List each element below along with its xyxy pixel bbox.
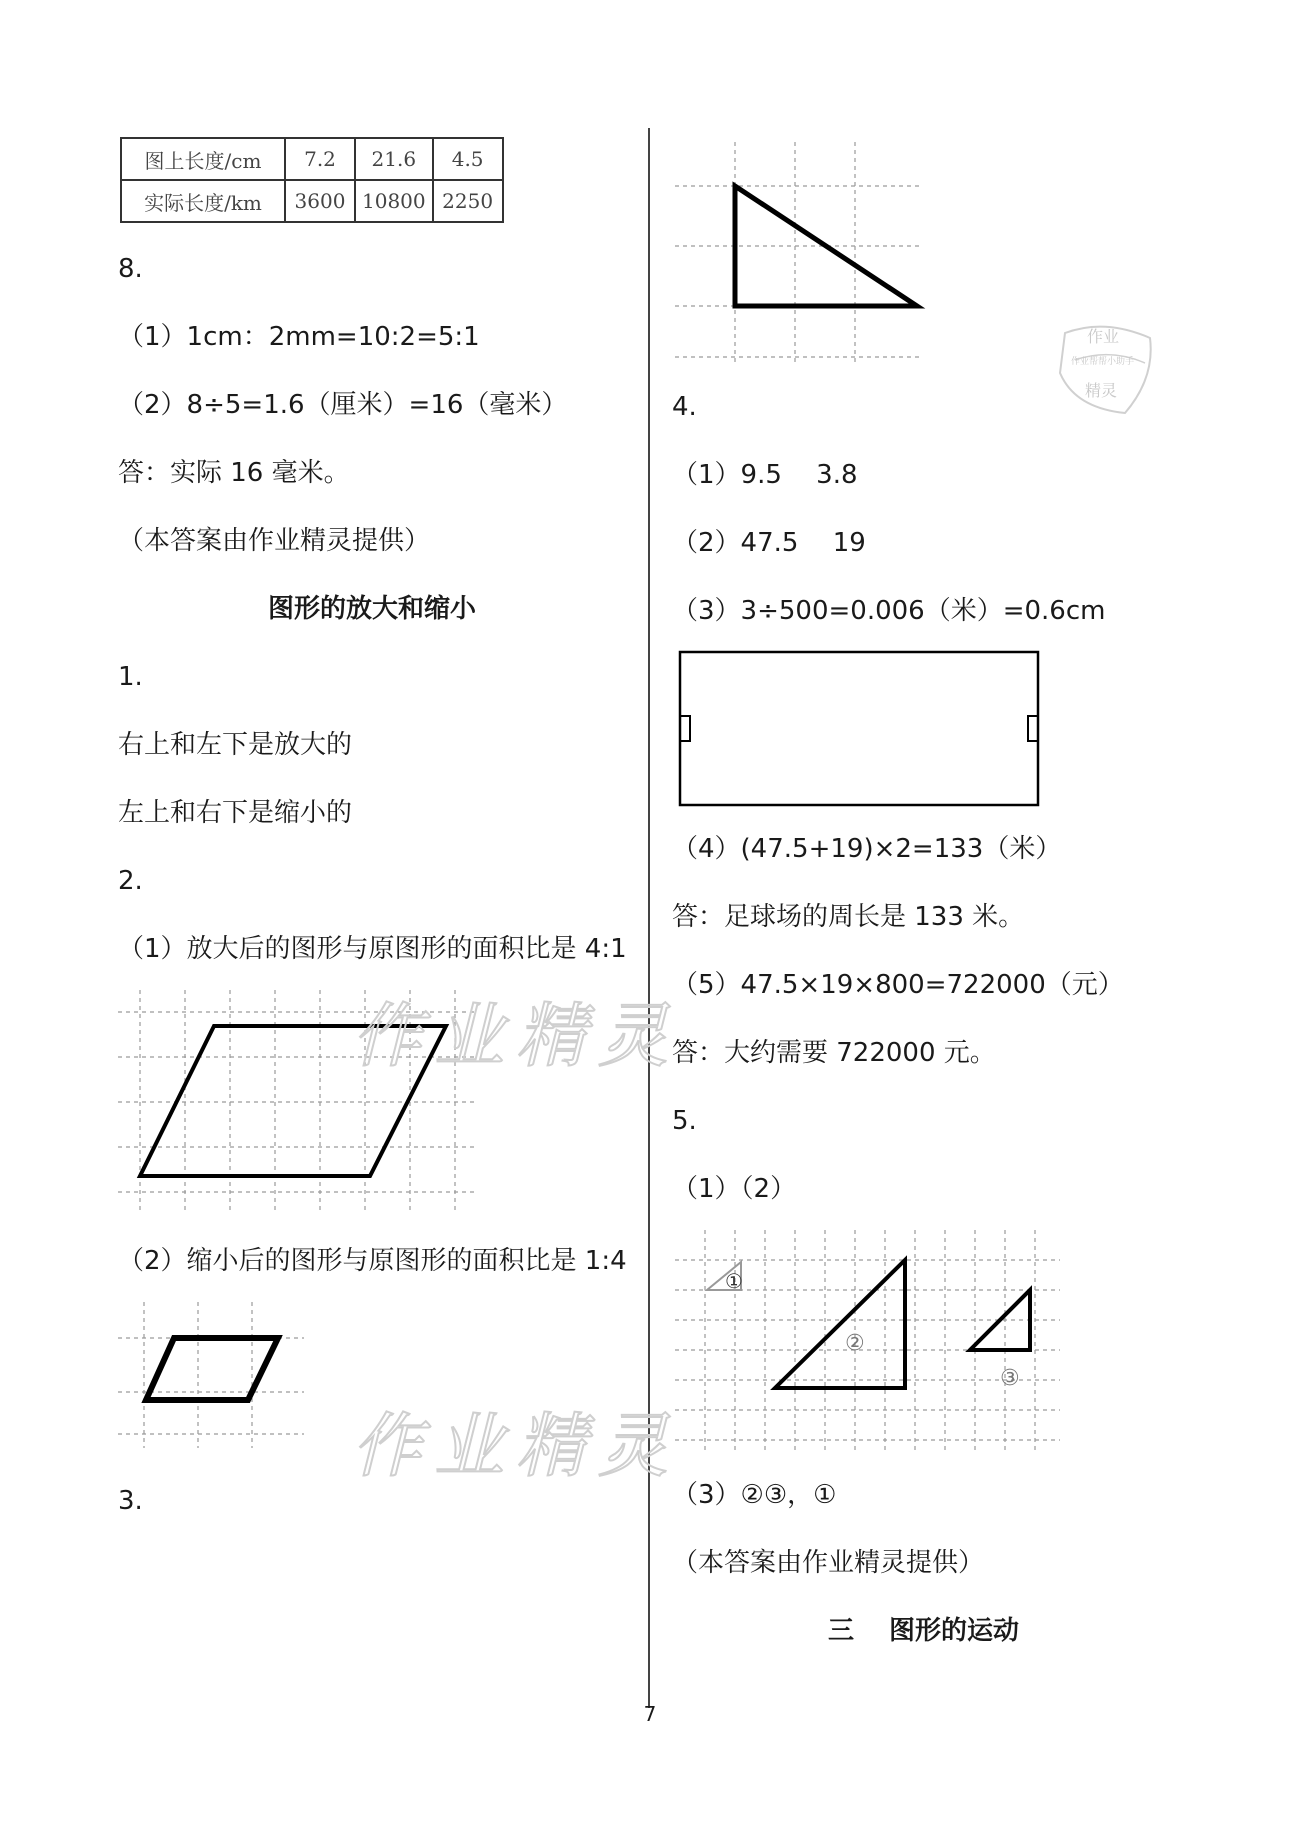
answer-1-b: 左上和右下是缩小的 bbox=[118, 798, 353, 828]
table-cell: 21.6 bbox=[355, 138, 433, 180]
goal-right bbox=[1028, 716, 1038, 741]
credit-note: （本答案由作业精灵提供） bbox=[118, 526, 431, 556]
watermark-text: 作业精灵 bbox=[352, 1405, 680, 1487]
answer-8-conclusion: 答：实际 16 毫米。 bbox=[118, 458, 350, 488]
table-header-actual-length: 实际长度/km bbox=[121, 180, 285, 222]
answer-4-4-conclusion: 答：足球场的周长是 133 米。 bbox=[672, 902, 1025, 932]
answer-8-2: （2）8÷5=1.6（厘米）=16（毫米） bbox=[118, 390, 568, 420]
grid bbox=[118, 1302, 304, 1448]
label-2: ② bbox=[845, 1331, 865, 1356]
answer-4-5-conclusion: 答：大约需要 722000 元。 bbox=[672, 1038, 996, 1068]
answer-2-1: （1）放大后的图形与原图形的面积比是 4:1 bbox=[118, 934, 627, 964]
question-2: 2. bbox=[118, 866, 143, 896]
answer-5-3: （3）②③，① bbox=[672, 1480, 837, 1510]
field-outline bbox=[680, 652, 1038, 805]
stamp-bottom-text: 精灵 bbox=[1085, 381, 1118, 400]
table-header-map-length: 图上长度/cm bbox=[121, 138, 285, 180]
answer-1-a: 右上和左下是放大的 bbox=[118, 730, 353, 760]
answer-8-1: （1）1cm：2mm=10:2=5:1 bbox=[118, 322, 480, 352]
football-field-figure bbox=[678, 650, 1042, 810]
question-4: 4. bbox=[672, 392, 697, 422]
label-3: ③ bbox=[1000, 1366, 1020, 1391]
answer-5-1-2: （1）（2） bbox=[672, 1174, 797, 1204]
answer-4-3: （3）3÷500=0.006（米）=0.6cm bbox=[672, 596, 1106, 626]
section-title: 图形的放大和缩小 bbox=[268, 594, 477, 624]
goal-left bbox=[680, 716, 690, 741]
credit-note: （本答案由作业精灵提供） bbox=[672, 1548, 985, 1578]
watermark-text: 作业精灵 bbox=[352, 995, 680, 1077]
reduced-parallelogram-figure bbox=[118, 1302, 304, 1448]
answer-4-5: （5）47.5×19×800=722000（元） bbox=[672, 970, 1124, 1000]
answer-4-2: （2）47.5 19 bbox=[672, 528, 866, 558]
table-cell: 7.2 bbox=[285, 138, 355, 180]
table-cell: 10800 bbox=[355, 180, 433, 222]
triangles-figure bbox=[675, 1230, 1060, 1452]
answer-4-1: （1）9.5 3.8 bbox=[672, 460, 858, 490]
table-row bbox=[121, 138, 503, 180]
right-triangle-figure bbox=[675, 142, 920, 364]
stamp-top-text: 作业 bbox=[1087, 327, 1120, 346]
grid bbox=[675, 142, 920, 364]
question-1: 1. bbox=[118, 662, 143, 692]
question-5: 5. bbox=[672, 1106, 697, 1136]
parallelogram-small bbox=[146, 1338, 278, 1400]
grid bbox=[675, 1230, 1060, 1452]
table-cell: 2250 bbox=[433, 180, 503, 222]
table-row bbox=[121, 180, 503, 222]
answer-4-4: （4）(47.5+19)×2=133（米） bbox=[672, 834, 1062, 864]
question-3: 3. bbox=[118, 1486, 143, 1516]
label-1: ① bbox=[725, 1269, 743, 1293]
stamp-mid-text: 作业帮帮小助手 bbox=[1071, 357, 1135, 367]
table-cell: 4.5 bbox=[433, 138, 503, 180]
triangle bbox=[735, 186, 917, 306]
scale-table bbox=[120, 137, 504, 223]
chapter-title: 三 图形的运动 bbox=[828, 1616, 1020, 1646]
answer-2-2: （2）缩小后的图形与原图形的面积比是 1:4 bbox=[118, 1246, 627, 1276]
question-8: 8. bbox=[118, 254, 143, 284]
watermark-stamp bbox=[1055, 318, 1155, 418]
table-cell: 3600 bbox=[285, 180, 355, 222]
page-number: 7 bbox=[643, 1702, 657, 1726]
